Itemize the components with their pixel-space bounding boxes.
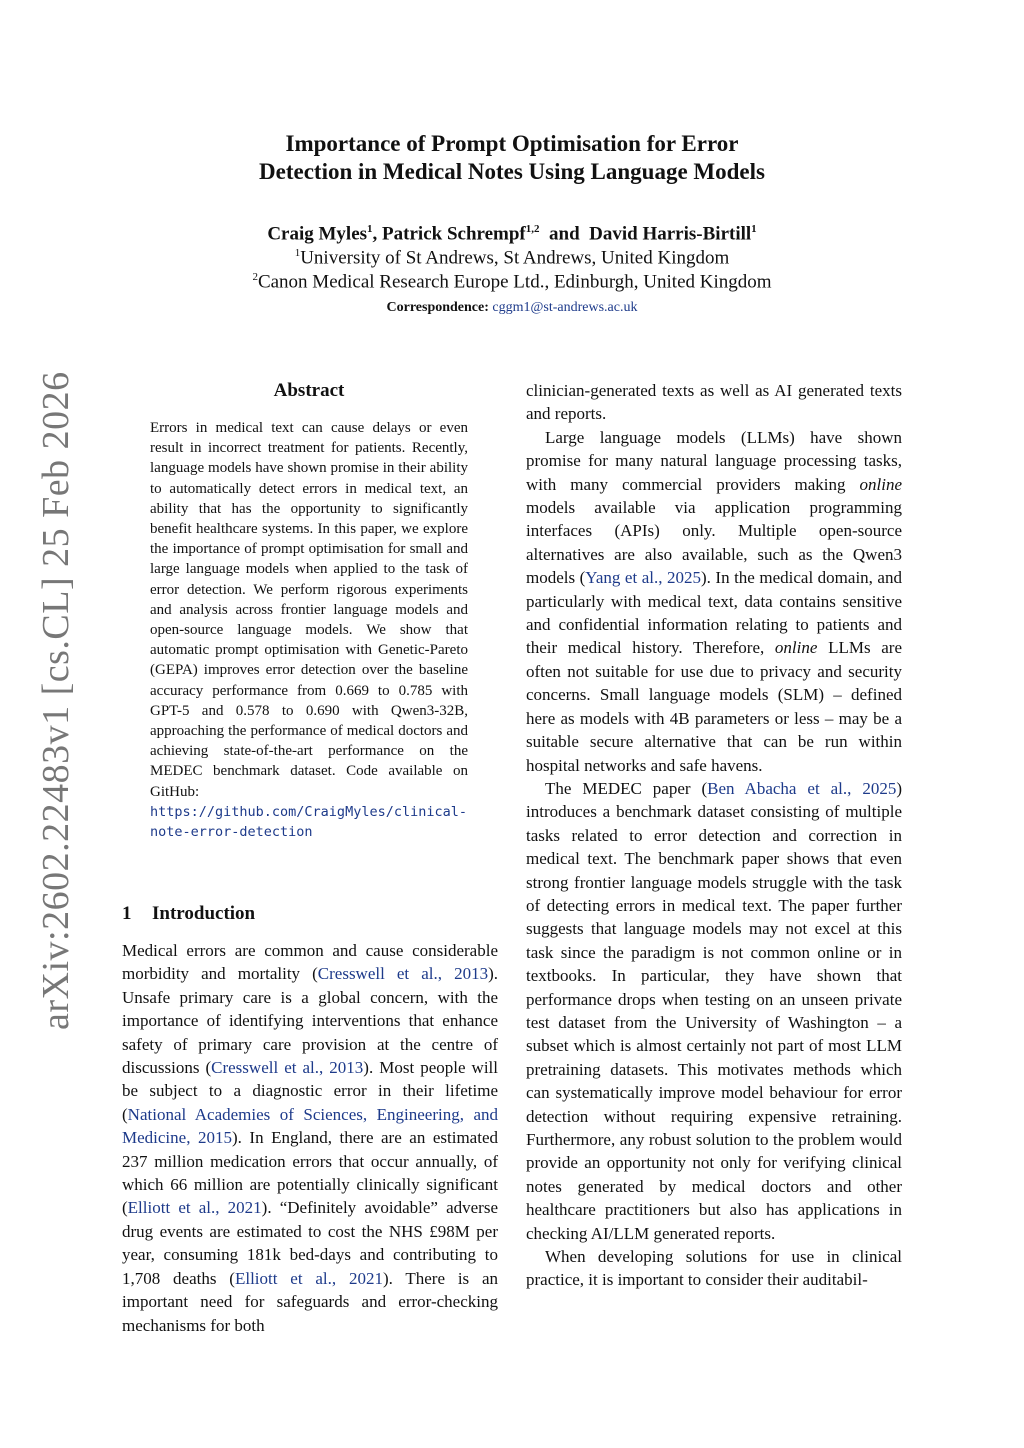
section-heading-introduction [122,903,255,925]
emphasis: online [774,638,818,658]
text-run: ). There is an important need for safeguards and error-checking mechanisms for both [122,1268,499,1335]
author-2-affil: 1,2 [525,223,540,235]
citation-link[interactable]: Elliott et al., 2021 [127,1198,262,1218]
text-run: models available via application programming interfaces (APIs) only. Multiple open-source alternatives are also available, such as the Qwen3 models ( [526,498,902,588]
text-run: Medical errors are common and cause considerable morbidity and mortality ( [122,941,498,984]
author-1-affil: 1 [367,223,373,235]
author-3-affil: 1 [751,223,757,235]
text-run: ). Most people will be subject to a diagnostic error in their lifetime ( [122,1058,498,1124]
text-run: ). Unsafe primary care is a global concern, with the importance of identifying interventions that enhance safety of primary care provision at the centre of discussions ( [122,964,498,1078]
title-line-2: Detection in Medical Notes Using Language Models [259,159,765,184]
arxiv-identifier: arXiv:2602.22483v1 [cs.CL] 25 Feb 2026 [35,371,77,1030]
text-run: LLMs are often not suitable for use due to privacy and security concerns. Small language models (SLM) – defined here as models with 4B parameters or less – may be a suitable secure alternative that can be run within hospital networks and safe havens. [526,638,902,775]
paragraph: clinician-generated texts as well as AI generated texts and reports. [526,381,902,424]
code-link[interactable]: https://github.com/CraigMyles/clinical-note-error-detection [150,803,467,841]
citation-link[interactable]: National Academies of Sciences, Engineering, and Medicine, 2015 [122,1104,498,1148]
affiliation-2-mark: 2 [252,271,258,283]
emphasis: online [859,474,902,494]
author-list: Craig Myles$^1$, Patrick Schrempf$^{1,2}$ and David Harris-Birtill$^1$ [267,223,757,245]
author-3: David Harris-Birtill [589,223,752,245]
left-column-text [122,939,498,1337]
correspondence [0,300,1024,316]
paragraph [526,777,902,1245]
citation-link[interactable]: Ben Abacha et al., 2025 [707,778,897,798]
paragraph [526,426,902,777]
title-line-1: Importance of Prompt Optimisation for Error [285,131,739,156]
affiliation-1 [0,247,1024,269]
affiliation-1-text: University of St Andrews, St Andrews, United Kingdom [300,247,730,269]
text-run: Large language models (LLMs) have shown promise for many natural language processing tasks, with many commercial providers making [526,427,902,494]
paragraph [122,939,498,1337]
citation-link[interactable]: Yang et al., 2025 [585,568,701,588]
author-2: Patrick Schrempf [382,223,526,245]
author-1: Craig Myles [267,223,368,245]
section-number: 1 [122,903,132,924]
text-run: ) introduces a benchmark dataset consisting of multiple tasks related to error detection and correction in medical text. The benchmark paper shows that even strong frontier language models struggle with the task of detecting errors in medical text. The paper further suggests that language models may not excel at this task since the paradigm is not common online or in textbooks. In particular, they have shown that performance drops when testing on an unseen private test dataset from the University of Washington – a subset which is almost certainly not part of most LLM pretraining datasets. This motivates methods which can systematically improve model behaviour for error detection without requiring expensive retraining. Furthermore, any robust solution to the problem would provide an opportunity not only for verifying clinical notes generated by medical doctors and other healthcare practitioners but also has applications in checking AI/LLM generated reports. [526,778,903,1243]
text-run: The MEDEC paper ( [545,778,708,798]
paragraph: When developing solutions for use in clinical practice, it is important to consider their auditabil- [526,1247,902,1290]
section-title: Introduction [152,903,256,924]
citation-link[interactable]: Elliott et al., 2021 [234,1268,383,1288]
citation-link[interactable]: Cresswell et al., 2013 [317,964,489,984]
affiliation-2-text: Canon Medical Research Europe Ltd., Edinburgh, United Kingdom [257,271,772,293]
text-run: ). “Definitely avoidable” adverse drug events are estimated to cost the NHS £98M per year, consuming 181k bed-days and contributing to 1,708 deaths ( [122,1198,499,1288]
affiliation-2 [0,271,1024,293]
citation-link[interactable]: Cresswell et al., 2013 [211,1058,364,1078]
abstract-body [150,418,468,842]
abstract-text: Errors in medical text can cause delays or even result in incorrect treatment for patients. Recently, language models have shown promise in their ability to automatically detect errors in medical text, an ability that has the opportunity to significantly benefit healthcare systems. In this paper, we explore the importance of prompt optimisation for small and large language models when applied to the task of error detection. We perform rigorous experiments and analysis across frontier language models and open-source language models. We show that automatic prompt optimisation with Genetic-Pareto (GEPA) improves error detection over the baseline accuracy performance from 0.669 to 0.785 with GPT-5 and 0.578 to 0.690 with Qwen3-32B, approaching the performance of medical doctors and achieving state-of-the-art performance on the MEDEC benchmark dataset. Code available on GitHub: [150,420,468,800]
correspondence-label: Correspondence: [386,300,489,315]
text-run: ). In the medical domain, and particularly with medical text, data contains sensitive and confidential information relating to patients and their medical history. Therefore, [526,568,902,658]
abstract-heading: Abstract [273,380,345,401]
right-column-text [526,379,902,1292]
affiliation-1-mark: 1 [294,247,301,259]
correspondence-email[interactable]: cggm1@st-andrews.ac.uk [492,300,638,315]
author-and: and [549,223,580,245]
text-run: ). In England, there are an estimated 237 million medication errors that occur annually, of which 66 million are potentially clinically significant ( [122,1128,498,1218]
paper-title [0,130,1024,186]
